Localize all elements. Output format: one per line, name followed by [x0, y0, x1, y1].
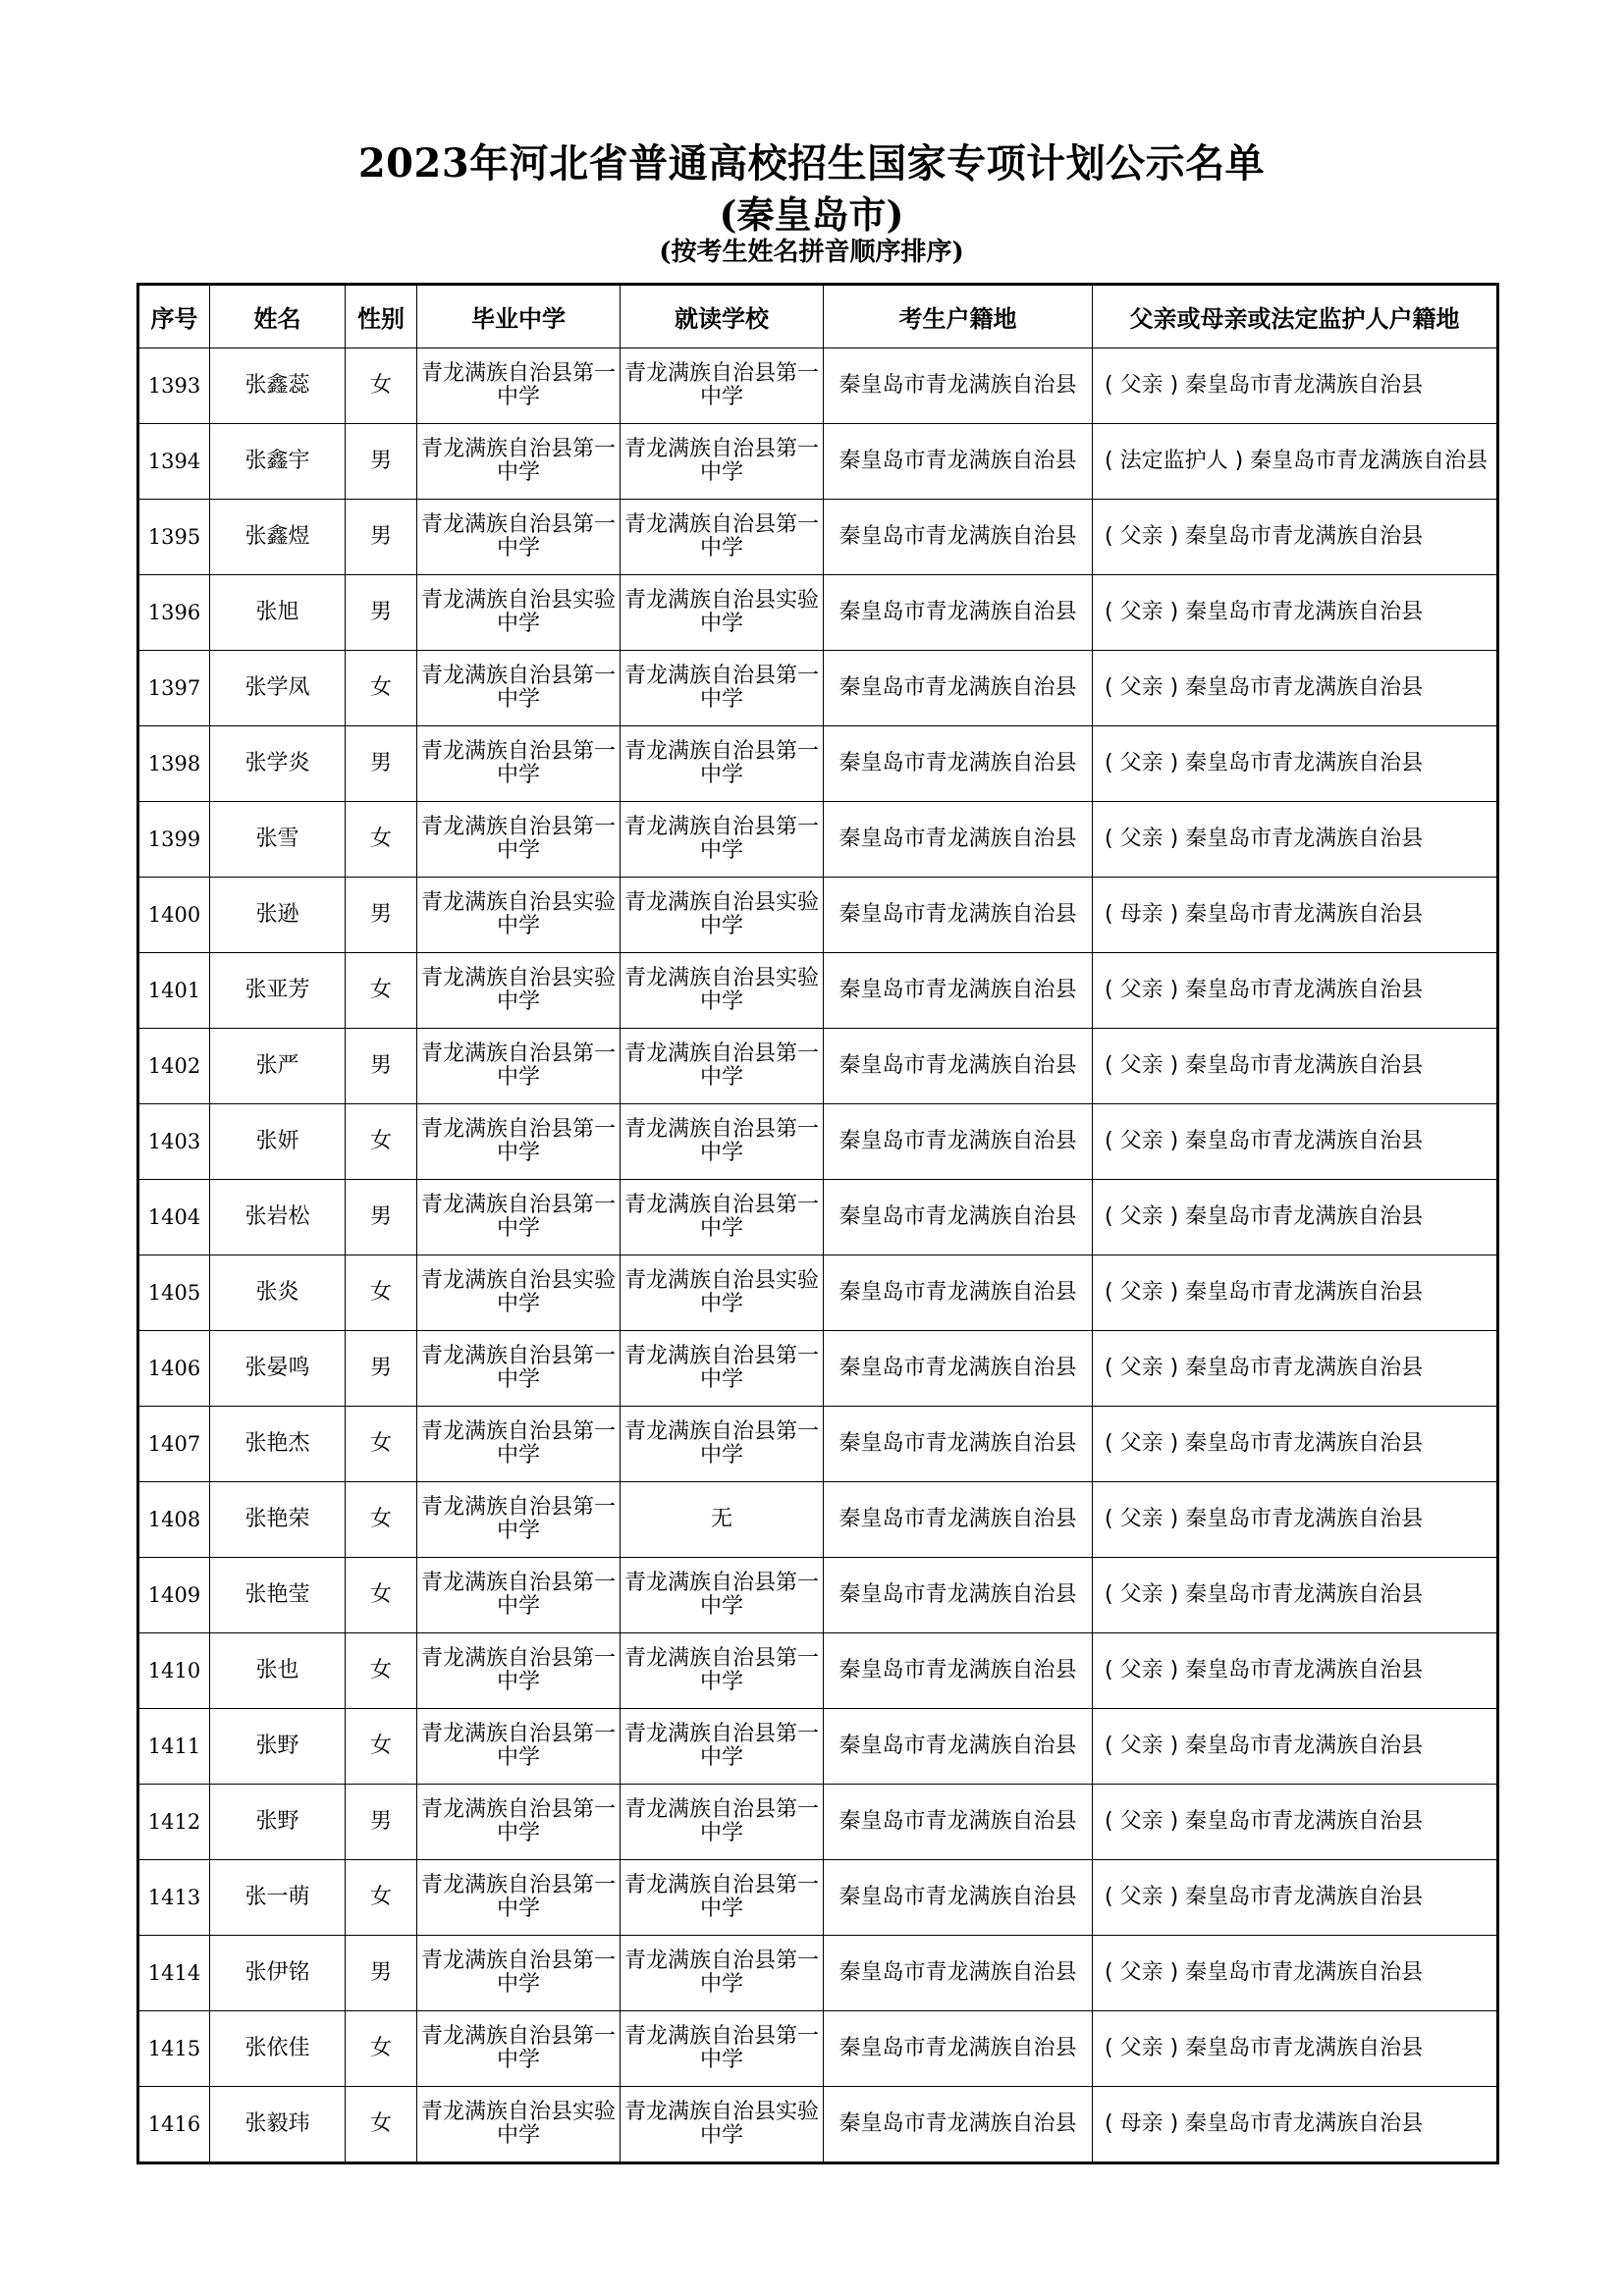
cell-grad-school: 青龙满族自治县第一中学: [417, 1482, 621, 1558]
cell-current-school: 青龙满族自治县第一中学: [621, 802, 824, 878]
cell-gender: 男: [346, 500, 417, 575]
cell-seq: 1414: [138, 1936, 210, 2011]
cell-parent-hukou: ( 母亲 ) 秦皇岛市青龙满族自治县: [1093, 878, 1498, 953]
table-row: [138, 424, 1498, 500]
cell-gender: 女: [346, 348, 417, 424]
cell-gender: 女: [346, 1558, 417, 1633]
cell-grad-school: 青龙满族自治县实验中学: [417, 2087, 621, 2163]
cell-current-school: 青龙满族自治县第一中学: [621, 2011, 824, 2087]
table-header-row: [138, 285, 1498, 348]
column-header-parent-hukou: 父亲或母亲或法定监护人户籍地: [1093, 285, 1498, 348]
cell-current-school: 青龙满族自治县第一中学: [621, 651, 824, 726]
cell-hukou: 秦皇岛市青龙满族自治县: [824, 348, 1093, 424]
cell-grad-school: 青龙满族自治县第一中学: [417, 1029, 621, 1104]
cell-hukou: 秦皇岛市青龙满族自治县: [824, 651, 1093, 726]
cell-parent-hukou: ( 父亲 ) 秦皇岛市青龙满族自治县: [1093, 1936, 1498, 2011]
cell-seq: 1415: [138, 2011, 210, 2087]
cell-name: 张依佳: [210, 2011, 346, 2087]
cell-hukou: 秦皇岛市青龙满族自治县: [824, 2087, 1093, 2163]
cell-parent-hukou: ( 父亲 ) 秦皇岛市青龙满族自治县: [1093, 575, 1498, 651]
cell-name: 张一萌: [210, 1860, 346, 1936]
cell-parent-hukou: ( 父亲 ) 秦皇岛市青龙满族自治县: [1093, 1709, 1498, 1785]
cell-gender: 女: [346, 1633, 417, 1709]
cell-parent-hukou: ( 父亲 ) 秦皇岛市青龙满族自治县: [1093, 726, 1498, 802]
cell-gender: 女: [346, 953, 417, 1029]
cell-hukou: 秦皇岛市青龙满族自治县: [824, 1104, 1093, 1180]
table-row: [138, 2087, 1498, 2163]
cell-seq: 1395: [138, 500, 210, 575]
cell-name: 张也: [210, 1633, 346, 1709]
table-row: [138, 1482, 1498, 1558]
cell-seq: 1408: [138, 1482, 210, 1558]
cell-name: 张野: [210, 1709, 346, 1785]
cell-seq: 1411: [138, 1709, 210, 1785]
cell-gender: 女: [346, 2087, 417, 2163]
cell-seq: 1403: [138, 1104, 210, 1180]
cell-name: 张炎: [210, 1255, 346, 1331]
cell-seq: 1405: [138, 1255, 210, 1331]
column-header-grad-school: 毕业中学: [417, 285, 621, 348]
cell-gender: 男: [346, 1936, 417, 2011]
cell-hukou: 秦皇岛市青龙满族自治县: [824, 726, 1093, 802]
cell-parent-hukou: ( 父亲 ) 秦皇岛市青龙满族自治县: [1093, 348, 1498, 424]
cell-current-school: 青龙满族自治县第一中学: [621, 1180, 824, 1255]
table-row: [138, 878, 1498, 953]
cell-name: 张艳莹: [210, 1558, 346, 1633]
cell-parent-hukou: ( 父亲 ) 秦皇岛市青龙满族自治县: [1093, 1558, 1498, 1633]
cell-seq: 1399: [138, 802, 210, 878]
cell-current-school: 青龙满族自治县第一中学: [621, 348, 824, 424]
cell-gender: 女: [346, 1407, 417, 1482]
table-row: [138, 1860, 1498, 1936]
table-row: [138, 1785, 1498, 1860]
cell-parent-hukou: ( 父亲 ) 秦皇岛市青龙满族自治县: [1093, 651, 1498, 726]
cell-current-school: 青龙满族自治县实验中学: [621, 953, 824, 1029]
table-row: [138, 2011, 1498, 2087]
cell-seq: 1412: [138, 1785, 210, 1860]
table-row: [138, 1407, 1498, 1482]
cell-current-school: 青龙满族自治县第一中学: [621, 1860, 824, 1936]
cell-hukou: 秦皇岛市青龙满族自治县: [824, 1860, 1093, 1936]
cell-parent-hukou: ( 父亲 ) 秦皇岛市青龙满族自治县: [1093, 1180, 1498, 1255]
cell-seq: 1410: [138, 1633, 210, 1709]
cell-gender: 男: [346, 878, 417, 953]
cell-seq: 1409: [138, 1558, 210, 1633]
cell-parent-hukou: ( 父亲 ) 秦皇岛市青龙满族自治县: [1093, 2011, 1498, 2087]
cell-grad-school: 青龙满族自治县第一中学: [417, 348, 621, 424]
cell-current-school: 青龙满族自治县第一中学: [621, 1104, 824, 1180]
cell-seq: 1397: [138, 651, 210, 726]
cell-current-school: 青龙满族自治县实验中学: [621, 2087, 824, 2163]
cell-name: 张毅玮: [210, 2087, 346, 2163]
cell-hukou: 秦皇岛市青龙满族自治县: [824, 1936, 1093, 2011]
cell-gender: 男: [346, 726, 417, 802]
cell-gender: 女: [346, 1482, 417, 1558]
cell-name: 张妍: [210, 1104, 346, 1180]
cell-seq: 1401: [138, 953, 210, 1029]
cell-gender: 女: [346, 1860, 417, 1936]
cell-current-school: 青龙满族自治县第一中学: [621, 1633, 824, 1709]
cell-gender: 女: [346, 1709, 417, 1785]
cell-hukou: 秦皇岛市青龙满族自治县: [824, 1180, 1093, 1255]
table-row: [138, 1255, 1498, 1331]
cell-name: 张学凤: [210, 651, 346, 726]
cell-grad-school: 青龙满族自治县第一中学: [417, 424, 621, 500]
cell-hukou: 秦皇岛市青龙满族自治县: [824, 1785, 1093, 1860]
cell-grad-school: 青龙满族自治县第一中学: [417, 802, 621, 878]
cell-name: 张伊铭: [210, 1936, 346, 2011]
cell-name: 张逊: [210, 878, 346, 953]
cell-name: 张艳荣: [210, 1482, 346, 1558]
cell-seq: 1398: [138, 726, 210, 802]
column-header-current-school: 就读学校: [621, 285, 824, 348]
column-header-hukou: 考生户籍地: [824, 285, 1093, 348]
cell-hukou: 秦皇岛市青龙满族自治县: [824, 878, 1093, 953]
cell-current-school: 青龙满族自治县实验中学: [621, 1255, 824, 1331]
cell-current-school: 青龙满族自治县第一中学: [621, 1936, 824, 2011]
cell-grad-school: 青龙满族自治县第一中学: [417, 1936, 621, 2011]
cell-parent-hukou: ( 父亲 ) 秦皇岛市青龙满族自治县: [1093, 1482, 1498, 1558]
cell-current-school: 无: [621, 1482, 824, 1558]
cell-parent-hukou: ( 父亲 ) 秦皇岛市青龙满族自治县: [1093, 1331, 1498, 1407]
cell-grad-school: 青龙满族自治县第一中学: [417, 1709, 621, 1785]
cell-parent-hukou: ( 父亲 ) 秦皇岛市青龙满族自治县: [1093, 500, 1498, 575]
cell-parent-hukou: ( 父亲 ) 秦皇岛市青龙满族自治县: [1093, 1407, 1498, 1482]
cell-gender: 男: [346, 1029, 417, 1104]
cell-parent-hukou: ( 法定监护人 ) 秦皇岛市青龙满族自治县: [1093, 424, 1498, 500]
cell-name: 张鑫蕊: [210, 348, 346, 424]
cell-parent-hukou: ( 父亲 ) 秦皇岛市青龙满族自治县: [1093, 953, 1498, 1029]
column-header-gender: 性别: [346, 285, 417, 348]
cell-grad-school: 青龙满族自治县第一中学: [417, 500, 621, 575]
cell-name: 张严: [210, 1029, 346, 1104]
cell-hukou: 秦皇岛市青龙满族自治县: [824, 1709, 1093, 1785]
table-row: [138, 500, 1498, 575]
cell-grad-school: 青龙满族自治县第一中学: [417, 1860, 621, 1936]
cell-gender: 女: [346, 802, 417, 878]
cell-grad-school: 青龙满族自治县实验中学: [417, 953, 621, 1029]
cell-seq: 1396: [138, 575, 210, 651]
cell-current-school: 青龙满族自治县第一中学: [621, 424, 824, 500]
cell-name: 张鑫煜: [210, 500, 346, 575]
cell-seq: 1416: [138, 2087, 210, 2163]
cell-hukou: 秦皇岛市青龙满族自治县: [824, 2011, 1093, 2087]
cell-hukou: 秦皇岛市青龙满族自治县: [824, 500, 1093, 575]
cell-gender: 男: [346, 1331, 417, 1407]
cell-grad-school: 青龙满族自治县第一中学: [417, 1558, 621, 1633]
cell-hukou: 秦皇岛市青龙满族自治县: [824, 1255, 1093, 1331]
page-title: 2023年河北省普通高校招生国家专项计划公示名单: [357, 140, 1266, 187]
cell-current-school: 青龙满族自治县第一中学: [621, 1407, 824, 1482]
cell-parent-hukou: ( 父亲 ) 秦皇岛市青龙满族自治县: [1093, 1255, 1498, 1331]
cell-name: 张雪: [210, 802, 346, 878]
cell-parent-hukou: ( 母亲 ) 秦皇岛市青龙满族自治县: [1093, 2087, 1498, 2163]
cell-current-school: 青龙满族自治县第一中学: [621, 726, 824, 802]
cell-grad-school: 青龙满族自治县第一中学: [417, 2011, 621, 2087]
cell-grad-school: 青龙满族自治县第一中学: [417, 726, 621, 802]
table-row: [138, 726, 1498, 802]
student-list-table: [136, 283, 1499, 2164]
table-row: [138, 1331, 1498, 1407]
cell-current-school: 青龙满族自治县第一中学: [621, 1709, 824, 1785]
cell-name: 张岩松: [210, 1180, 346, 1255]
cell-grad-school: 青龙满族自治县第一中学: [417, 1785, 621, 1860]
cell-gender: 女: [346, 2011, 417, 2087]
cell-grad-school: 青龙满族自治县第一中学: [417, 1180, 621, 1255]
column-header-seq: 序号: [138, 285, 210, 348]
cell-seq: 1413: [138, 1860, 210, 1936]
cell-name: 张旭: [210, 575, 346, 651]
column-header-name: 姓名: [210, 285, 346, 348]
table-row: [138, 953, 1498, 1029]
cell-name: 张晏鸣: [210, 1331, 346, 1407]
cell-current-school: 青龙满族自治县第一中学: [621, 1785, 824, 1860]
cell-seq: 1402: [138, 1029, 210, 1104]
table-row: [138, 1633, 1498, 1709]
cell-parent-hukou: ( 父亲 ) 秦皇岛市青龙满族自治县: [1093, 1785, 1498, 1860]
cell-parent-hukou: ( 父亲 ) 秦皇岛市青龙满族自治县: [1093, 1860, 1498, 1936]
table-row: [138, 651, 1498, 726]
cell-parent-hukou: ( 父亲 ) 秦皇岛市青龙满族自治县: [1093, 1633, 1498, 1709]
cell-hukou: 秦皇岛市青龙满族自治县: [824, 575, 1093, 651]
sort-note: (按考生姓名拼音顺序排序): [659, 238, 964, 267]
cell-current-school: 青龙满族自治县实验中学: [621, 878, 824, 953]
table-row: [138, 1104, 1498, 1180]
cell-seq: 1406: [138, 1331, 210, 1407]
table-row: [138, 1029, 1498, 1104]
cell-gender: 男: [346, 575, 417, 651]
cell-current-school: 青龙满族自治县第一中学: [621, 1331, 824, 1407]
cell-hukou: 秦皇岛市青龙满族自治县: [824, 1029, 1093, 1104]
table-row: [138, 1936, 1498, 2011]
cell-name: 张鑫宇: [210, 424, 346, 500]
table-row: [138, 575, 1498, 651]
cell-current-school: 青龙满族自治县第一中学: [621, 500, 824, 575]
table-row: [138, 802, 1498, 878]
cell-grad-school: 青龙满族自治县第一中学: [417, 1633, 621, 1709]
cell-seq: 1394: [138, 424, 210, 500]
table-row: [138, 1180, 1498, 1255]
cell-parent-hukou: ( 父亲 ) 秦皇岛市青龙满族自治县: [1093, 1029, 1498, 1104]
cell-grad-school: 青龙满族自治县实验中学: [417, 575, 621, 651]
cell-seq: 1404: [138, 1180, 210, 1255]
cell-current-school: 青龙满族自治县实验中学: [621, 575, 824, 651]
cell-name: 张学炎: [210, 726, 346, 802]
cell-gender: 女: [346, 1104, 417, 1180]
cell-gender: 男: [346, 424, 417, 500]
table-row: [138, 1558, 1498, 1633]
cell-current-school: 青龙满族自治县第一中学: [621, 1558, 824, 1633]
cell-gender: 女: [346, 1255, 417, 1331]
cell-hukou: 秦皇岛市青龙满族自治县: [824, 424, 1093, 500]
cell-gender: 男: [346, 1180, 417, 1255]
cell-current-school: 青龙满族自治县第一中学: [621, 1029, 824, 1104]
cell-grad-school: 青龙满族自治县第一中学: [417, 651, 621, 726]
cell-parent-hukou: ( 父亲 ) 秦皇岛市青龙满族自治县: [1093, 802, 1498, 878]
cell-grad-school: 青龙满族自治县第一中学: [417, 1407, 621, 1482]
cell-seq: 1407: [138, 1407, 210, 1482]
page-subtitle: (秦皇岛市): [719, 192, 904, 237]
cell-grad-school: 青龙满族自治县实验中学: [417, 878, 621, 953]
cell-hukou: 秦皇岛市青龙满族自治县: [824, 1558, 1093, 1633]
cell-grad-school: 青龙满族自治县第一中学: [417, 1104, 621, 1180]
cell-seq: 1400: [138, 878, 210, 953]
cell-hukou: 秦皇岛市青龙满族自治县: [824, 1331, 1093, 1407]
cell-grad-school: 青龙满族自治县第一中学: [417, 1331, 621, 1407]
cell-seq: 1393: [138, 348, 210, 424]
cell-gender: 女: [346, 651, 417, 726]
cell-hukou: 秦皇岛市青龙满族自治县: [824, 1482, 1093, 1558]
cell-hukou: 秦皇岛市青龙满族自治县: [824, 802, 1093, 878]
cell-hukou: 秦皇岛市青龙满族自治县: [824, 1407, 1093, 1482]
table-row: [138, 348, 1498, 424]
cell-name: 张艳杰: [210, 1407, 346, 1482]
cell-gender: 男: [346, 1785, 417, 1860]
cell-name: 张亚芳: [210, 953, 346, 1029]
cell-name: 张野: [210, 1785, 346, 1860]
cell-hukou: 秦皇岛市青龙满族自治县: [824, 1633, 1093, 1709]
table-row: [138, 1709, 1498, 1785]
cell-grad-school: 青龙满族自治县实验中学: [417, 1255, 621, 1331]
cell-hukou: 秦皇岛市青龙满族自治县: [824, 953, 1093, 1029]
cell-parent-hukou: ( 父亲 ) 秦皇岛市青龙满族自治县: [1093, 1104, 1498, 1180]
